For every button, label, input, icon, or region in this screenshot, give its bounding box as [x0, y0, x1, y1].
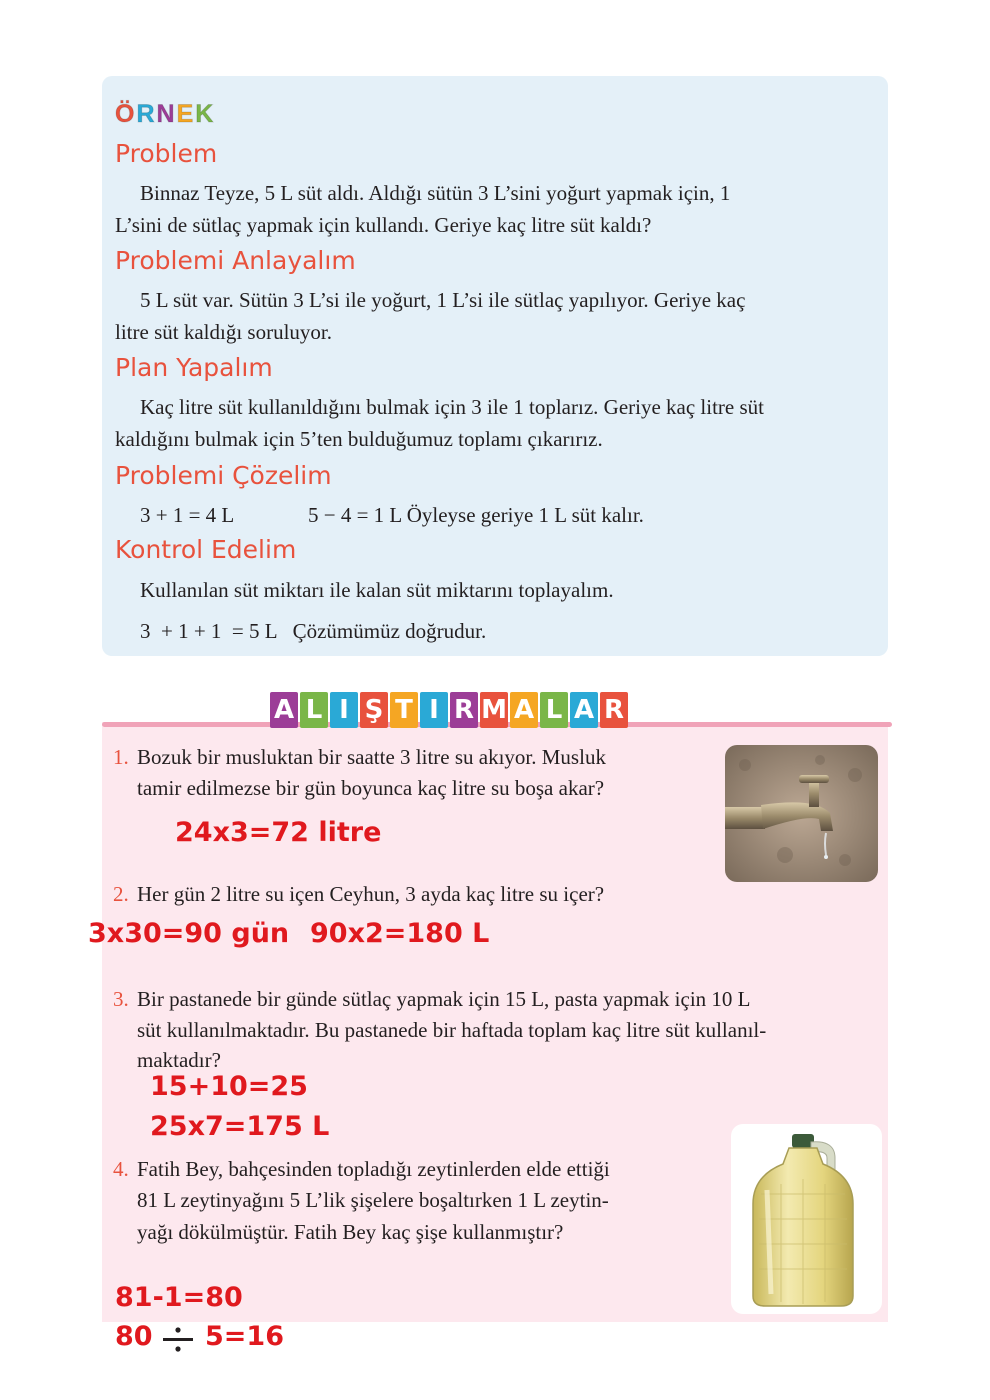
exercise-text-line: Fatih Bey, bahçesinden topladığı zeytinlerden elde ettiği	[137, 1157, 610, 1181]
exercise-text-line: tamir edilmezse bir gün boyunca kaç litre su boşa akar?	[137, 776, 605, 800]
answer-1: 24x3=72 litre	[175, 817, 382, 848]
exercise-2	[113, 878, 137, 910]
exercise-text-line: Her gün 2 litre su içen Ceyhun, 3 ayda kaç litre su içer?	[137, 882, 605, 906]
check-heading: Kontrol Edelim	[115, 535, 297, 564]
badge-letter: N	[156, 100, 177, 128]
faucet-photo	[725, 745, 878, 882]
oil-bottle-photo	[731, 1124, 882, 1314]
answer-3-line2: 25x7=175 L	[150, 1111, 330, 1142]
solve-heading: Problemi Çözelim	[115, 461, 332, 490]
exercise-text-line: 81 L zeytinyağını 5 L’lik şişelere boşaltırken 1 L zeytin-	[137, 1188, 609, 1212]
exercise-1	[113, 741, 137, 773]
exercise-text-line: süt kullanılmaktadır. Bu pastanede bir haftada toplam kaç litre süt kullanıl-	[137, 1018, 767, 1042]
division-sign-icon	[160, 1322, 196, 1356]
badge-letter: K	[195, 100, 216, 128]
exercises-banner	[270, 692, 628, 730]
understand-text-line: litre süt kaldığı soruluyor.	[115, 320, 332, 344]
exercise-3	[113, 983, 137, 1015]
answer-4-line1: 81-1=80	[115, 1282, 243, 1313]
example-badge	[115, 99, 215, 129]
answer-2a: 3x30=90 gün	[88, 918, 290, 949]
exercise-number: 4.	[113, 1157, 129, 1181]
banner-tile: I	[420, 692, 448, 728]
check-text: Kullanılan süt miktarı ile kalan süt miktarını toplayalım.	[140, 578, 614, 602]
solve-equation-1: 3 + 1 = 4 L	[140, 503, 235, 527]
badge-letter: Ö	[115, 100, 137, 128]
plan-text-line: Kaç litre süt kullanıldığını bulmak için 3 ile 1 toplarız. Geriye kaç litre süt	[140, 395, 765, 419]
plan-heading: Plan Yapalım	[115, 353, 273, 382]
problem-heading: Problem	[115, 139, 218, 168]
badge-letter: R	[136, 100, 157, 128]
answer-4-line2-left: 80	[115, 1321, 153, 1352]
banner-tile: T	[390, 692, 418, 728]
banner-tile: Ş	[360, 692, 388, 728]
banner-tile: L	[540, 692, 568, 728]
banner-tile: A	[510, 692, 538, 728]
exercise-text-line: Bozuk bir musluktan bir saatte 3 litre su akıyor. Musluk	[137, 745, 606, 769]
exercise-number: 2.	[113, 882, 129, 906]
check-equation: 3 + 1 + 1 = 5 L Çözümümüz doğrudur.	[140, 619, 487, 643]
banner-tile: R	[450, 692, 478, 728]
banner-tile: R	[600, 692, 628, 728]
banner-tile: L	[300, 692, 328, 728]
exercise-4	[113, 1153, 137, 1185]
banner-tile: I	[330, 692, 358, 728]
exercise-number: 3.	[113, 987, 129, 1011]
problem-text-line: Binnaz Teyze, 5 L süt aldı. Aldığı sütün 3 L’sini yoğurt yapmak için, 1	[140, 181, 731, 205]
answer-2b: 90x2=180 L	[310, 918, 490, 949]
problem-text-line: L’sini de sütlaç yapmak için kullandı. Geriye kaç litre süt kaldı?	[115, 213, 652, 237]
understand-heading: Problemi Anlayalım	[115, 246, 356, 275]
exercise-text-line: maktadır?	[137, 1048, 221, 1072]
badge-letter: E	[176, 100, 196, 128]
answer-3-line1: 15+10=25	[150, 1071, 308, 1102]
exercise-number: 1.	[113, 745, 129, 769]
understand-text-line: 5 L süt var. Sütün 3 L’si ile yoğurt, 1 L’si ile sütlaç yapılıyor. Geriye kaç	[140, 288, 746, 312]
faucet-icon	[725, 745, 878, 882]
exercise-text-line: Bir pastanede bir günde sütlaç yapmak için 15 L, pasta yapmak için 10 L	[137, 987, 751, 1011]
banner-tile: M	[480, 692, 508, 728]
exercise-text-line: yağı dökülmüştür. Fatih Bey kaç şişe kullanmıştır?	[137, 1220, 564, 1244]
banner-tile: A	[570, 692, 598, 728]
plan-text-line: kaldığını bulmak için 5’ten bulduğumuz toplamı çıkarırız.	[115, 427, 603, 451]
solve-equation-2: 5 − 4 = 1 L Öyleyse geriye 1 L süt kalır.	[308, 503, 644, 527]
answer-4-line2-right: 5=16	[205, 1321, 284, 1352]
banner-tile: A	[270, 692, 298, 728]
oil-bottle-icon	[731, 1124, 882, 1314]
